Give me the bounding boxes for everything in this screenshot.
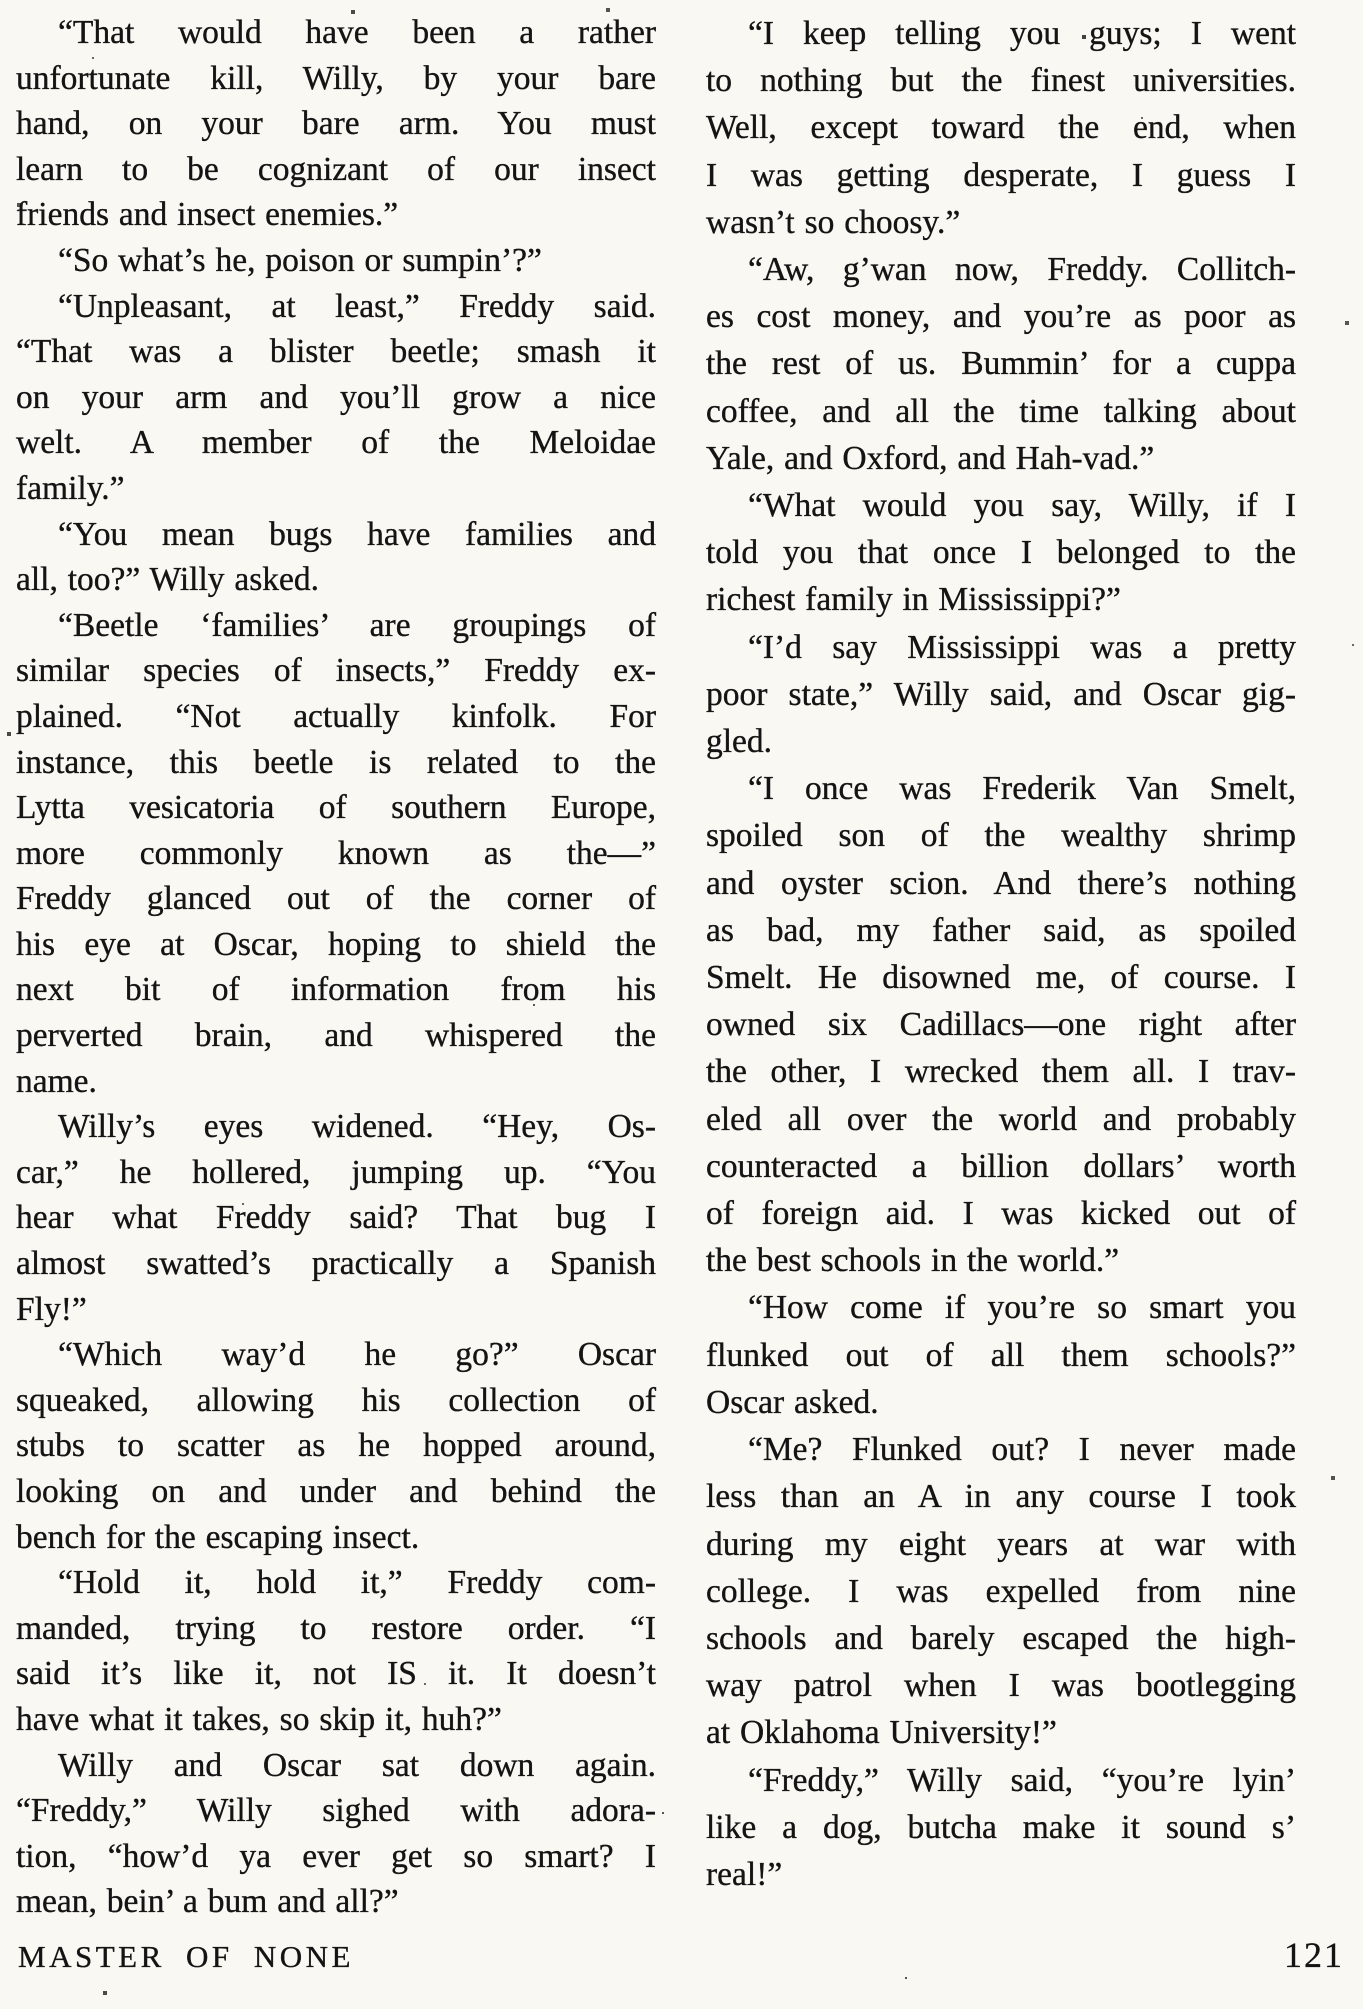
text-line: “I keep telling you guys; I went [748, 15, 1296, 52]
text-line: plained. “Not actually kinfolk. For [16, 697, 656, 735]
text-line: said it’s like it, not IS it. It doesn’t [16, 1655, 656, 1693]
text-line: of foreign aid. I was kicked out of [706, 1195, 1296, 1233]
text-line: “What would you say, Willy, if I [748, 487, 1296, 525]
text-line: hear what Freddy said? That bug I [16, 1199, 656, 1237]
page-number: 121 [1284, 1935, 1344, 1975]
text-line: “That would have been a rather [58, 14, 656, 51]
text-line: friends and insect enemies.” [16, 196, 399, 234]
text-line: during my eight years at war with [706, 1525, 1296, 1563]
paragraph [16, 1104, 656, 1332]
text-line: at Oklahoma University!” [706, 1714, 1057, 1752]
text-line: poor state,” Willy said, and Oscar gig- [706, 675, 1296, 713]
paragraph [16, 284, 656, 512]
text-line: Fly!” [16, 1290, 87, 1328]
paragraph [16, 603, 656, 1105]
text-line: “You mean bugs have families and [58, 515, 656, 553]
text-line: Lytta vesicatoria of southern Europe, [16, 789, 656, 827]
text-line: Well, except toward the end, when [706, 109, 1296, 147]
paragraph [16, 1560, 656, 1742]
text-line: “That was a blister beetle; smash it [16, 333, 656, 371]
text-line: told you that once I belonged to the [706, 534, 1296, 572]
scan-speckles [0, 0, 2, 2]
text-line: richest family in Mississippi?” [706, 581, 1121, 619]
text-line: counteracted a billion dollars’ worth [706, 1147, 1296, 1185]
text-line: the other, I wrecked them all. I trav- [706, 1053, 1296, 1091]
text-line: on your arm and you’ll grow a nice [16, 378, 656, 416]
text-line: hand, on your bare arm. You must [16, 105, 656, 143]
text-line: eled all over the world and probably [706, 1100, 1296, 1138]
paragraph [706, 246, 1296, 482]
text-line: “I once was Frederik Van Smelt, [748, 770, 1296, 808]
paragraph [706, 1284, 1296, 1426]
text-line: as bad, my father said, as spoiled [706, 911, 1296, 949]
text-line: looking on and under and behind the [16, 1473, 656, 1510]
text-line: way patrol when I was bootlegging [706, 1667, 1296, 1705]
text-line: gled. [706, 723, 773, 761]
paragraph [16, 10, 656, 238]
text-line: es cost money, and you’re as poor as [706, 298, 1296, 336]
text-line: owned six Cadillacs—one right after [706, 1006, 1296, 1044]
running-title: MASTER OF NONE [18, 1939, 354, 1974]
paragraph [16, 238, 656, 284]
text-line: Freddy glanced out of the corner of [16, 880, 656, 918]
text-line: his eye at Oscar, hoping to shield the [16, 925, 656, 963]
text-line: unfortunate kill, Willy, by your bare [16, 59, 656, 97]
text-line: college. I was expelled from nine [706, 1572, 1296, 1610]
text-line: “How come if you’re so smart you [748, 1289, 1296, 1327]
paragraph [16, 512, 656, 603]
paragraph [706, 624, 1296, 766]
text-line: family.” [16, 469, 125, 507]
text-line: more commonly known as the—” [16, 834, 656, 872]
text-line: “Beetle ‘families’ are groupings of [58, 606, 656, 644]
text-line: Oscar asked. [706, 1383, 879, 1421]
text-line: all, too?” Willy asked. [16, 561, 320, 599]
text-line: manded, trying to restore order. “I [16, 1609, 656, 1647]
text-line: mean, bein’ a bum and all?” [16, 1883, 399, 1921]
text-line: schools and barely escaped the high- [706, 1619, 1296, 1657]
text-line: less than an A in any course I took [706, 1478, 1296, 1516]
text-line: instance, this beetle is related to the [16, 743, 656, 781]
text-line: learn to be cognizant of our insect [16, 150, 656, 188]
text-line: like a dog, butcha make it sound s’ [706, 1808, 1296, 1846]
text-line: spoiled son of the wealthy shrimp [706, 817, 1296, 855]
text-line: have what it takes, so skip it, huh?” [16, 1700, 502, 1738]
text-line: “Me? Flunked out? I never made [748, 1431, 1296, 1469]
text-line: flunked out of all them schools?” [706, 1336, 1296, 1374]
text-columns [16, 10, 1296, 1925]
text-line: “Hold it, hold it,” Freddy com- [58, 1564, 656, 1602]
page-footer [18, 1934, 1344, 1976]
paragraph [16, 1743, 656, 1925]
text-line: and oyster scion. And there’s nothing [706, 864, 1296, 902]
text-line: perverted brain, and whispered the [16, 1017, 656, 1055]
left-column [16, 10, 656, 1925]
text-line: “Freddy,” Willy said, “you’re lyin’ [748, 1761, 1296, 1799]
text-line: “Unpleasant, at least,” Freddy said. [58, 287, 656, 325]
paragraph [16, 1332, 656, 1560]
text-line: wasn’t so choosy.” [706, 203, 961, 241]
text-line: to nothing but the finest universities. [706, 62, 1296, 100]
text-line: Yale, and Oxford, and Hah-vad.” [706, 439, 1155, 477]
paragraph [706, 1426, 1296, 1756]
text-line: bench for the escaping insect. [16, 1518, 420, 1556]
right-column [706, 10, 1296, 1925]
text-line: welt. A member of the Meloidae [16, 424, 656, 462]
text-line: tion, “how’d ya ever get so smart? I [16, 1837, 656, 1875]
text-line: “So what’s he, poison or sumpin’?” [58, 241, 542, 279]
text-line: “Freddy,” Willy sighed with adora- [16, 1792, 656, 1830]
text-line: squeaked, allowing his collection of [16, 1381, 656, 1419]
text-line: Willy and Oscar sat down again. [58, 1746, 656, 1784]
text-line: “I’d say Mississippi was a pretty [748, 628, 1296, 666]
text-line: similar species of insects,” Freddy ex- [16, 652, 656, 690]
text-line: almost swatted’s practically a Spanish [16, 1245, 656, 1283]
text-line: real!” [706, 1855, 783, 1893]
paragraph [706, 765, 1296, 1284]
text-line: name. [16, 1062, 97, 1100]
text-line: “Which way’d he go?” Oscar [58, 1336, 656, 1374]
text-line: coffee, and all the time talking about [706, 392, 1296, 430]
text-line: next bit of information from his [16, 971, 656, 1009]
paragraph [706, 482, 1296, 624]
text-line: “Aw, g’wan now, Freddy. Collitch- [748, 251, 1296, 289]
paragraph [706, 1757, 1296, 1899]
text-line: Willy’s eyes widened. “Hey, Os- [58, 1108, 656, 1146]
text-line: car,” he hollered, jumping up. “You [16, 1153, 656, 1191]
text-line: the best schools in the world.” [706, 1242, 1120, 1280]
paragraph [706, 10, 1296, 246]
text-line: Smelt. He disowned me, of course. I [706, 959, 1296, 997]
text-line: the rest of us. Bummin’ for a cuppa [706, 345, 1296, 383]
text-line: stubs to scatter as he hopped around, [16, 1427, 656, 1465]
text-line: I was getting desperate, I guess I [706, 156, 1296, 194]
